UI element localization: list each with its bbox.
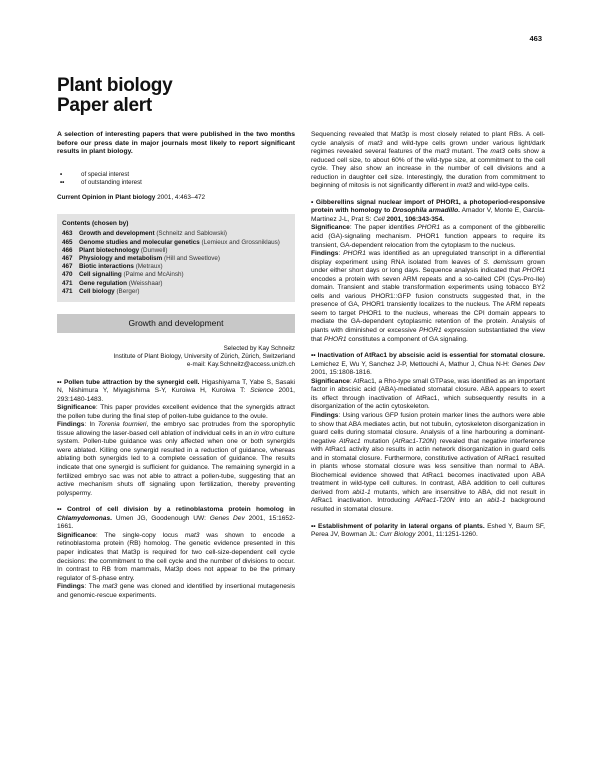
contents-row[interactable] (62, 255, 289, 263)
contents-heading: Contents (chosen by) (62, 219, 129, 227)
text: into an (454, 497, 488, 505)
gene: mat3 (434, 148, 450, 156)
gene: AtRac1-T20N (414, 497, 455, 505)
entry-authors: Amador V, Monte E, García-Martínez J-L, Prat S: (311, 207, 545, 223)
gene: AtRac1 (339, 437, 361, 445)
entry-significance (57, 532, 295, 583)
paper-entry (311, 199, 545, 344)
legend-label: of outstanding interest (81, 178, 142, 186)
double-bullet-icon: •• (311, 522, 316, 530)
left-column (57, 131, 295, 608)
double-bullet-icon: •• (311, 352, 316, 360)
text: : AtRac1, a Rho-type small GTPase, was identified as an important factor in abscisic acid (ABA)-mediated stomatal closure. ABA appears to exert its effect through inactivation of AtRac1, which subsequently results in a disorganization of the actin cytoskeleton. (311, 377, 545, 411)
double-bullet-icon: •• (57, 506, 62, 514)
text: : (338, 250, 344, 258)
gene: PHOR1 (323, 335, 347, 343)
contents-title: Gene regulation (79, 279, 127, 287)
double-bullet-icon: •• (57, 378, 62, 386)
contents-row[interactable] (62, 230, 289, 238)
text: constitutes a component of GA signaling. (346, 335, 468, 343)
contents-editors: (Hill and Sweetlove) (164, 255, 221, 262)
entry-journal: Genes Dev (511, 360, 545, 368)
text: . (110, 514, 112, 522)
contents-page: 471 (62, 287, 73, 295)
label: Significance (311, 224, 350, 232)
contents-title: Plant biotechnology (79, 246, 140, 254)
entry-findings (57, 583, 295, 600)
text: : The (84, 583, 103, 591)
contents-editors: (Metraux) (135, 263, 163, 271)
text: : In (84, 421, 98, 429)
entry-findings (57, 421, 295, 498)
text: mutation ( (360, 437, 395, 445)
text: and wild-type cells grown under various light/dark regimes revealed several features of the (311, 139, 546, 156)
paper-entry (311, 523, 545, 540)
gene: mat3 (457, 182, 472, 190)
species: Chlamydomonas (57, 514, 111, 522)
text: cells show a reduced cell size, to about 60% of the wild-type size, at commitment to the cell cycle. They also show an increase in the number of cell divisions and a reduction in daughter cell size. Interestingly, the duration from commitment to beginning of mitosis is not significantly different in (311, 148, 545, 190)
right-column (311, 131, 545, 548)
bullet-icon: • (60, 171, 63, 179)
text: mutant. The (449, 148, 491, 156)
contents-page: 467 (62, 255, 73, 262)
text: background resulted in stomatal closure. (311, 497, 545, 513)
entry-continuation (311, 131, 545, 191)
gene: mat3 (102, 583, 118, 591)
entry-authors: Eshed Y, Baum SF, Perea JV, Bowman JL: (311, 522, 545, 539)
selector-institute: Institute of Plant Biology, University of Zürich, Zürich, Switzerland (113, 352, 295, 360)
gene: mat3 (184, 531, 200, 539)
species: Torenia fournieri (97, 421, 147, 429)
label: Significance (311, 377, 350, 385)
label: Significance (57, 404, 96, 412)
entry-journal: Cell (373, 215, 385, 223)
entry-ref: 2001, 11:1251-1260. (417, 531, 478, 539)
contents-editors: (Weisshaar) (128, 279, 163, 287)
page-title (57, 76, 172, 116)
text: : The single-copy locus (95, 531, 185, 539)
label: Findings (57, 583, 85, 591)
species: S. demissum (483, 258, 524, 266)
selector-name: Selected by Kay Schneitz (223, 344, 295, 352)
text: : This paper provides excellent evidence that the synergids attract the pollen tube during the final step of pollen-tube guidance to the ovule. (57, 404, 295, 420)
contents-title: Cell signalling (79, 271, 122, 279)
gene: PHOR1 (343, 250, 366, 258)
contents-title: Genome studies and molecular genetics (79, 238, 200, 246)
contents-editors: (Schneitz and Sablowski) (156, 230, 228, 238)
gene: AtRac1-T20N (394, 437, 435, 445)
entry-journal: Genes Dev (209, 514, 245, 522)
entry-significance (57, 404, 295, 421)
text: : The paper identifies (349, 224, 418, 232)
gene: abi1-1 (487, 497, 506, 505)
entry-authors: Umen JG, Goodenough UW: (115, 514, 206, 522)
contents-row[interactable] (62, 280, 289, 288)
double-bullet-icon: •• (60, 178, 65, 186)
gene: mat3 (490, 148, 506, 156)
title-line-1: Plant biology (57, 75, 173, 96)
gene: PHOR1 (417, 224, 441, 232)
gene: PHOR1 (418, 327, 442, 335)
entry-journal: Science (250, 387, 274, 395)
contents-title: Growth and development (79, 230, 155, 238)
entry-significance (311, 378, 545, 412)
journal-name: Current Opinion in Plant biology (57, 194, 156, 202)
entry-ref: 2001, 106:343-354. (386, 215, 445, 223)
entry-authors: Higashiyama T, Yabe S, Sasaki N, Nishimura Y, Miyagishima S-Y, Kuroiwa H, Kuroiwa T: (57, 378, 296, 395)
entry-title: Pollen tube attraction by the synergid cell. (63, 378, 200, 386)
text: : Using various GFP fusion protein marker lines the authors were able to show that ABA mediates actin, but not tubulin, cytoskeleton disorganization in guard cells during stomatal closure. Analysis of a line harbouring a dominant-negative (311, 411, 545, 445)
contents-row[interactable] (62, 288, 289, 296)
contents-row[interactable] (62, 239, 289, 247)
entry-ref: 2001, 15:1652-1661. (57, 514, 295, 531)
entry-title: Inactivation of AtRac1 by abscisic acid is essential for stomatal closure. (317, 352, 545, 360)
species: Drosophila armadillo (392, 207, 459, 215)
contents-row[interactable] (62, 271, 289, 279)
contents-page: 466 (62, 246, 73, 254)
contents-editors: (Dunwell) (140, 246, 168, 254)
text: Control of cell division by a retinoblastoma protein homolog in (66, 506, 295, 514)
label: Findings (311, 411, 339, 419)
text: culture system. Pollen-tube guidance was only affected when one or both synergids were ablated. Killing one synergid resulted in a reduction of guidance, whereas ablating both synergids led to a complete cessation of guidance. The results indicate that one synergid is sufficient for guidance. The remaining synergid in a fertilized embryo sac was not able to attract a pollen-tube, suggesting that an active mechanism shuts off signaling upon fertilization, thereby preventing polyspermy. (57, 429, 296, 497)
journal-citation (57, 194, 295, 203)
text: , the embryo sac protrudes from the sporophytic tissue allowing the laser-based cell ablation of individual cells in an (57, 421, 296, 437)
entry-ref: 2001, 15:1808-1816. (311, 369, 372, 377)
text: was identified as an upregulated transcript in a differential display experiment using RNA isolated from leaves of (311, 250, 545, 266)
contents-page: 465 (62, 238, 73, 246)
text: . (458, 207, 460, 215)
legend-item-outstanding (57, 179, 295, 187)
journal-details: 2001, 4:463–472 (157, 194, 206, 202)
text: expression substantiated the view that (311, 327, 545, 343)
contents-editors: (Berger) (116, 287, 140, 295)
title-line-2: Paper alert (57, 95, 152, 116)
section-heading: Growth and development (57, 314, 295, 333)
text: grown under either short days or long days. Sequence analysis indicated that (311, 258, 546, 275)
label: Significance (57, 531, 96, 539)
contents-editors: (Lemieux and Grossniklaus) (201, 238, 280, 246)
paper-entry (57, 506, 295, 600)
legend (57, 171, 295, 186)
paper-entry (57, 379, 295, 499)
text: gene was cloned and identified by insertional mutagenesis and genomic-rescue experiments. (57, 583, 295, 599)
label: Findings (57, 421, 85, 429)
contents-title: Biotic interactions (79, 263, 134, 271)
italic-term: in vitro (253, 429, 274, 437)
gene: PHOR1 (522, 267, 545, 275)
entry-findings (311, 250, 545, 344)
contents-row[interactable] (62, 263, 289, 271)
contents-title: Physiology and metabolism (79, 255, 163, 262)
selector-email: e-mail: Kay.Schneitz@access.unizh.ch (186, 360, 295, 368)
contents-editors: (Palme and McAinsh) (123, 271, 184, 279)
entry-authors: Lemichez E, Wu Y, Sanchez J-P, Mettouchi A, Mathur J, Chua N-H: (311, 360, 510, 368)
text: ) revealed that negative interference with AtRac1 activity also results in actin network disorganization in guard cells and in stomatal closure. Furthermore, constitutive activation of AtRac1 resulted in plants whose stomatal closure was less sensitive than normal to ABA. Biochemical evidence showed that AtRac1 becomes inactivated upon ABA treatment in wild-type cell cultures. In contrast, ABA addition to cell cultures derived from (311, 437, 545, 496)
page-number: 463 (529, 34, 542, 43)
contents-box (57, 214, 295, 302)
gene: mat3 (367, 139, 383, 147)
text: was shown to encode a retinoblastoma protein (RB) homolog. The genetic evidence presented in this paper indicates that Mat3p is required for two cell-size-dependent cell cycle decisions: the commitment to the cell cycle and the number of divisions to occur. In contrast to RB from mammals, Mat3p does not appear to be the primary regulator of S-phase entry. (57, 531, 295, 582)
bullet-icon: • (311, 198, 314, 206)
intro-text: A selection of interesting papers that were published in the two months before our press date in major journals most likely to report significant results in plant biology. (57, 131, 295, 156)
contents-page: 470 (62, 271, 73, 279)
gene: abi1-1 (352, 488, 371, 496)
text: and wild-type cells. (471, 182, 530, 190)
entry-title: Establishment of polarity in lateral organs of plants. (318, 522, 485, 530)
contents-page: 471 (62, 279, 73, 287)
entry-journal: Curr Biology (379, 531, 416, 539)
paper-entry (311, 352, 545, 514)
selected-by (57, 345, 295, 369)
text: mutants, which are insensitive to ABA, did not result in AtRac1 inactivation. Introducing (311, 488, 545, 505)
entry-significance (311, 224, 545, 250)
entry-ref: 2001, 293:1480-1483. (57, 387, 295, 403)
text: encodes a protein with seven ARM repeats and a so-called CPI (Cys-Pro-Ile) domain. Transient and stable transformation experiments using tobacco BY2 cells and various PHOR1::GFP fusion constructs suggested that, in the presence of GA, PHOR1 transiently localizes to the nucleus. The ARM repeats seem to target PHOR1 to the nucleus, whereas the CPI domain appears to mediate the GA-dependent cytoplasmic retention of the protein. Analysis of plants with diminished or excessive (311, 275, 545, 335)
label: Findings (311, 250, 339, 258)
text: as a component of the gibberellic acid (GA)-signaling mechanism. PHOR1 function appears to require its transient, GA-dependent relocation from the cytoplasm to the nucleus. (311, 224, 545, 249)
contents-page: 467 (62, 263, 73, 271)
legend-item-special (57, 171, 295, 179)
text: Sequencing revealed that Mat3p is most closely related to plant RBs. A cell-cycle analysis of (311, 131, 545, 147)
contents-row[interactable] (62, 247, 289, 255)
legend-label: of special interest (81, 171, 130, 179)
contents-page: 463 (62, 230, 73, 238)
entry-findings (311, 412, 545, 515)
text: Gibberellins signal nuclear import of PHOR1, a photoperiod-responsive protein with homology to (311, 198, 546, 215)
contents-title: Cell biology (79, 287, 115, 295)
